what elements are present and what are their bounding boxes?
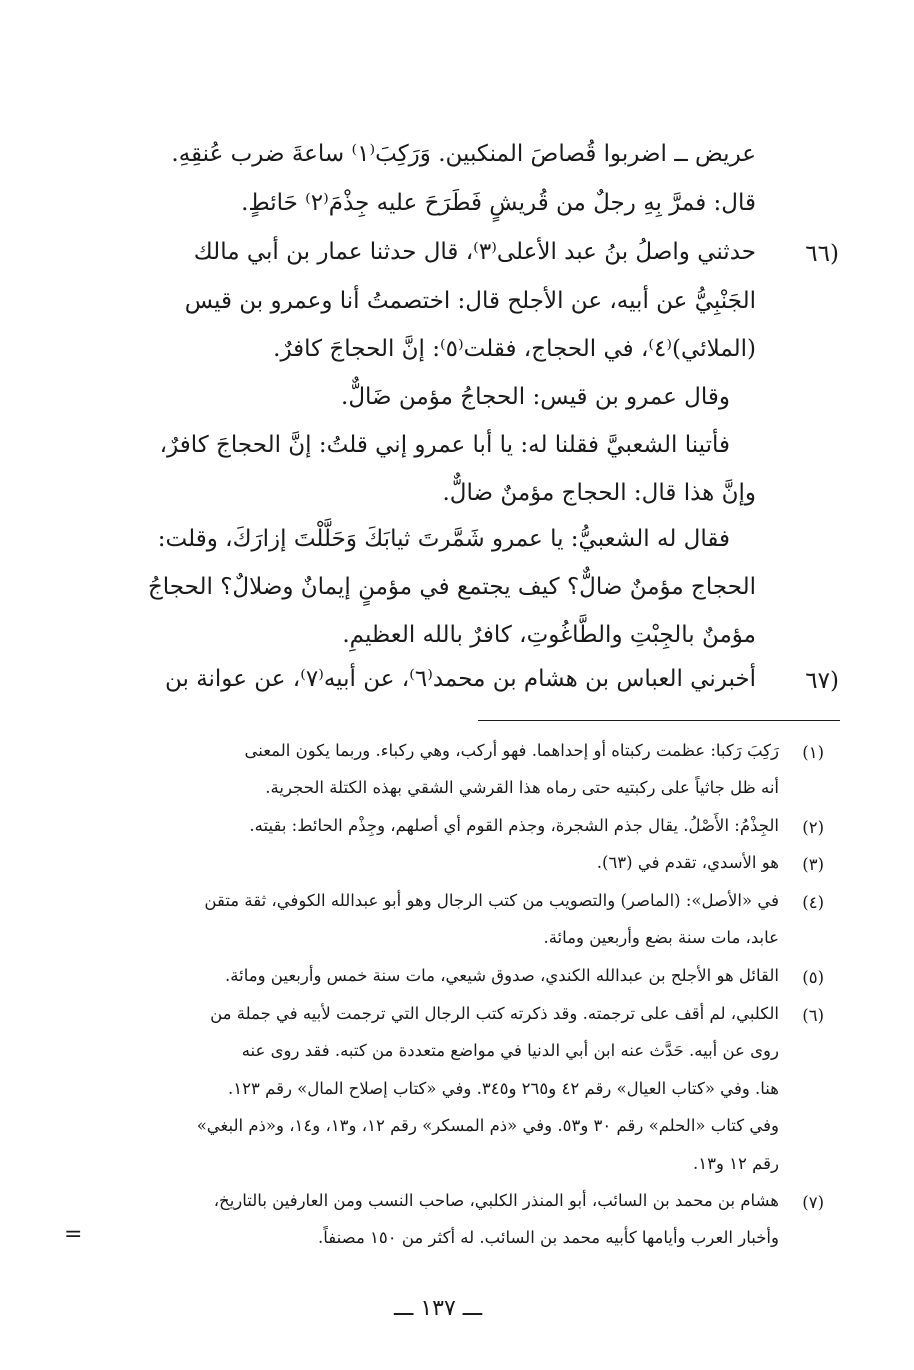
footnote-1-line-1: رَكِبَ رَكبا: عظمت ركبتاه أو إحداهما. فهو أركب، وهي ركباء. وربما يكون المعنى — [244, 741, 779, 760]
footnote-number-3: (٣) — [802, 855, 824, 874]
footnote-separator — [478, 720, 840, 721]
main-line-6: وقال عمرو بن قيس: الحجاجُ مؤمن ضَالٌّ. — [341, 384, 730, 410]
page-number: ـــ ١٣٧ ـــ — [394, 1296, 483, 1321]
footnote-6-line-1: الكلبي، لم أقف على ترجمته. وقد ذكرته كتب الرجال التي ترجمت لأبيه في جملة من — [210, 1004, 779, 1023]
footnote-number-7: (٧) — [802, 1193, 824, 1212]
main-line-3: حدثني واصلُ بنُ عبد الأعلى⁽٣⁾، قال حدثنا عمار بن أبي مالك — [193, 239, 756, 265]
footnote-6-line-3: هنا. وفي «كتاب العيال» رقم ٤٢ و٢٦٥ و٣٤٥. وفي «كتاب إصلاح المال» رقم ١٢٣. — [228, 1079, 779, 1098]
footnote-number-1: (١) — [802, 743, 824, 762]
footnote-6-line-5: رقم ١٢ و١٣. — [692, 1154, 779, 1173]
footnote-4-line-1: في «الأصل»: (الماصر) والتصويب من كتب الرجال وهو أبو عبدالله الكوفي، ثقة متقن — [204, 891, 779, 910]
main-line-1: عريض ــ اضربوا قُصاصَ المنكبين. وَرَكِبَ⁽١⁾ ساعةَ ضرب عُنقِهِ. — [171, 141, 756, 167]
footnote-7-line-1: هشام بن محمد بن السائب، أبو المنذر الكلبي، صاحب النسب ومن العارفين بالتاريخ، — [213, 1191, 779, 1210]
margin-mark: = — [64, 1222, 83, 1247]
main-line-12: أخبرني العباس بن هشام بن محمد⁽٦⁾، عن أبيه⁽٧⁾، عن عوانة بن — [164, 666, 756, 692]
footnote-5-line-1: القائل هو الأجلح بن عبدالله الكندي، صدوق شيعي، مات سنة خمس وأربعين ومائة. — [225, 966, 779, 985]
footnote-7-line-2: وأخبار العرب وأيامها كأبيه محمد بن السائب. له أكثر من ١٥٠ مصنفاً. — [318, 1228, 779, 1247]
footnote-number-5: (٥) — [802, 968, 824, 987]
main-line-2: قال: فمرَّ بِهِ رجلٌ من قُريشٍ فَطَرَحَ عليه جِذْمَ⁽٢⁾ حَائطٍ. — [241, 190, 756, 216]
footnote-number-6: (٦) — [802, 1006, 824, 1025]
footnote-1-line-2: أنه ظل جاثياً على ركبتيه حتى رماه هذا القرشي الشقي بهذه الكتلة الحجرية. — [265, 778, 779, 797]
footnote-6-line-2: روى عن أبيه. حَدَّث عنه ابن أبي الدنيا في مواضع متعددة من كتبه. فقد روى عنه — [241, 1041, 779, 1060]
footnote-3-line-1: هو الأسدي، تقدم في (٦٣). — [596, 853, 779, 872]
main-line-8: وإنَّ هذا قال: الحجاج مؤمنٌ ضالٌّ. — [442, 480, 756, 506]
main-line-7: فأتينا الشعبيَّ فقلنا له: يا أبا عمرو إني قلتُ: إنَّ الحجاجَ كافرٌ، — [159, 432, 730, 458]
main-line-9: فقال له الشعبيُّ: يا عمرو شَمَّرتَ ثيابَكَ وَحَلَّلْتَ إزارَكَ، وقلت: — [157, 526, 730, 552]
hadith-number-66: (٦٦ — [805, 241, 839, 267]
footnote-number-2: (٢) — [802, 818, 824, 837]
footnote-6-line-4: وفي كتاب «الحلم» رقم ٣٠ و٥٣. وفي «ذم المسكر» رقم ١٢، و١٣، و١٤، و«ذم البغي» — [196, 1116, 779, 1135]
footnote-4-line-2: عابد، مات سنة بضع وأربعين ومائة. — [543, 928, 779, 947]
main-line-5: (الملائي)⁽٤⁾، في الحجاج، فقلت⁽٥⁾: إنَّ الحجاجَ كافرٌ. — [273, 336, 756, 362]
footnote-number-4: (٤) — [802, 893, 824, 912]
footnote-2-line-1: الجِذْمُ: الأَصْلُ. يقال جذم الشجرة، وجذم القوم أي أصلهم، وجِذْم الحائط: بقيته. — [249, 816, 779, 835]
hadith-number-67: (٦٧ — [805, 668, 839, 694]
main-line-11: مؤمنٌ بالجِبْتِ والطَّاغُوتِ، كافرٌ بالله العظيمِ. — [342, 622, 756, 648]
main-line-10: الحجاج مؤمنٌ ضالٌّ؟ كيف يجتمع في مؤمنٍ إيمانٌ وضلالٌ؟ الحجاجُ — [147, 574, 756, 600]
main-line-4: الجَنْبِيُّ عن أبيه، عن الأجلح قال: اختصمتُ أنا وعمرو بن قيس — [184, 288, 756, 314]
